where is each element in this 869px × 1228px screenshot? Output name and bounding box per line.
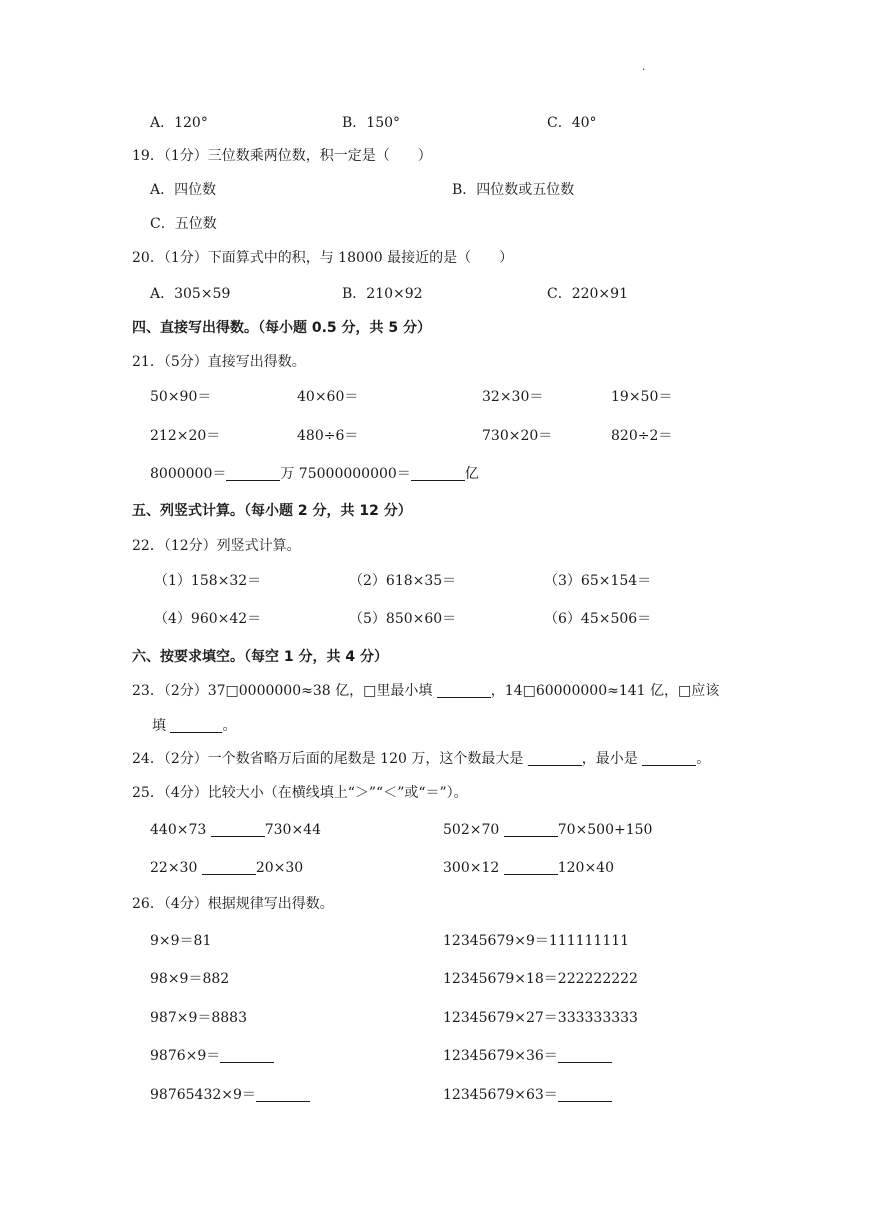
q21-item: 40×60＝ [297,389,359,405]
q19-option-a: A．四位数 [150,182,217,198]
q21-stem: 21．（5分）直接写出得数。 [132,354,306,370]
q26-expr: 12345679×36＝ [443,1048,558,1064]
q26-expr: 98765432×9＝ [150,1087,256,1103]
answer-blank[interactable] [256,1087,310,1102]
page-mark: . [642,62,646,73]
q20-option-b: B．210×92 [342,286,423,302]
q21-conv-b: 万 75000000000＝ [280,466,411,482]
q26-left-item [150,1085,310,1105]
q26-expr: 12345679×63＝ [443,1087,558,1103]
q25-left: 502×70 [443,822,500,838]
q22-item: （1）158×32＝ [154,573,262,589]
answer-blank[interactable] [504,860,558,875]
answer-blank[interactable] [411,466,465,481]
q25-item [443,858,614,878]
q21-conv-a: 8000000＝ [150,466,227,482]
q22-item: （3）65×154＝ [544,573,652,589]
q25-item [150,820,321,840]
q23-part-d: 。 [222,718,237,734]
q23-part-c: 填 [152,718,166,734]
q25-left: 22×30 [150,860,198,876]
answer-blank[interactable] [437,683,491,698]
q24-part-a: 24．（2分）一个数省略万后面的尾数是 120 万，这个数最大是 [132,751,524,767]
q21-conv-c: 亿 [464,466,479,482]
q25-item [443,820,652,840]
q26-stem: 26．（4分）根据规律写出得数。 [132,896,334,912]
q26-left-item [150,1046,274,1066]
q25-stem: 25．（4分）比较大小（在横线填上“＞”“＜”或“＝”）。 [132,785,468,801]
q21-item: 19×50＝ [611,389,673,405]
q26-left-item: 9×9＝81 [150,933,212,949]
q25-right: 120×40 [557,860,615,876]
q24-part-c: 。 [696,751,711,767]
q21-item: 32×30＝ [482,389,544,405]
answer-blank[interactable] [642,751,696,766]
q26-left-item: 987×9＝8883 [150,1010,247,1026]
answer-blank[interactable] [202,860,256,875]
q24-part-b: ，最小是 [581,751,638,767]
q23-part-b: ，14□60000000≈141 亿，□应该 [490,683,720,699]
q20-option-a: A．305×59 [150,286,231,302]
q20-stem: 20．（1分）下面算式中的积，与 18000 最接近的是（ ） [132,250,514,266]
q21-item: 480÷6＝ [297,428,359,444]
q22-item: （5）850×60＝ [349,611,457,627]
q26-right-item [443,1085,612,1105]
answer-blank[interactable] [558,1087,612,1102]
answer-blank[interactable] [220,1048,274,1063]
q19-option-c: C．五位数 [150,216,217,232]
q19-option-b: B．四位数或五位数 [452,182,575,198]
q25-right: 70×500+150 [557,822,653,838]
q23-part-a: 23．（2分）37□0000000≈38 亿，□里最小填 [132,683,433,699]
q26-right-item: 12345679×9＝111111111 [443,933,630,949]
q21-item: 212×20＝ [150,428,221,444]
q22-item: （6）45×506＝ [544,611,652,627]
q25-left: 300×12 [443,860,500,876]
answer-blank[interactable] [170,718,222,733]
q26-expr: 9876×9＝ [150,1048,221,1064]
q20-option-c: C．220×91 [547,286,628,302]
q25-right: 730×44 [264,822,322,838]
section-6-heading: 六、按要求填空。（每空 1 分，共 4 分） [132,649,388,665]
q26-right-item: 12345679×27＝333333333 [443,1010,638,1026]
section-5-heading: 五、列竖式计算。（每小题 2 分，共 12 分） [132,503,412,519]
q22-stem: 22．（12分）列竖式计算。 [132,538,301,554]
q18-option-a: A．120° [150,115,208,131]
q18-option-c: C．40° [547,115,597,131]
section-4-heading: 四、直接写出得数。（每小题 0.5 分，共 5 分） [132,320,432,336]
q21-item: 50×90＝ [150,389,212,405]
q23-line-2 [152,716,236,736]
q18-option-b: B．150° [342,115,401,131]
q22-item: （4）960×42＝ [154,611,262,627]
q24-line [132,749,710,769]
q26-left-item: 98×9＝882 [150,971,230,987]
answer-blank[interactable] [558,1048,612,1063]
q25-right: 20×30 [255,860,304,876]
q21-item: 820÷2＝ [611,428,673,444]
q23-line-1 [132,681,719,701]
q21-unit-conversion [150,464,479,484]
answer-blank[interactable] [211,822,265,837]
answer-blank[interactable] [504,822,558,837]
q22-item: （2）618×35＝ [349,573,457,589]
q26-right-item [443,1046,612,1066]
q21-item: 730×20＝ [482,428,553,444]
answer-blank[interactable] [226,466,280,481]
q19-stem: 19．（1分）三位数乘两位数，积一定是（ ） [132,148,432,164]
q26-right-item: 12345679×18＝222222222 [443,971,638,987]
answer-blank[interactable] [528,751,582,766]
q25-item [150,858,303,878]
q25-left: 440×73 [150,822,207,838]
